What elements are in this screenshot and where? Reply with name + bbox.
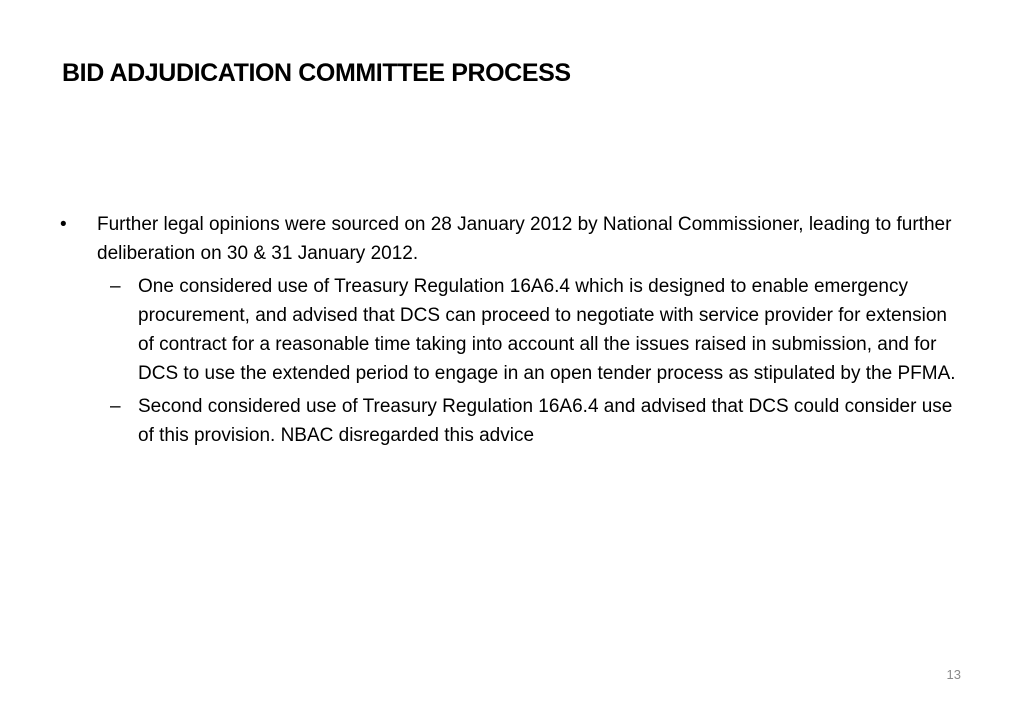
slide-title: BID ADJUDICATION COMMITTEE PROCESS	[62, 59, 571, 87]
slide-content	[60, 210, 960, 454]
bullet-text: Further legal opinions were sourced on 28 January 2012 by National Commissioner, leading to further deliberation on 30 & 31 January 2012.	[97, 214, 952, 264]
dash-icon: –	[110, 396, 121, 417]
sub-bullet-list	[60, 272, 960, 450]
sub-bullet-text: One considered use of Treasury Regulation 16A6.4 which is designed to enable emergency procurement, and advised that DCS can proceed to negotiate with service provider for extension of contract for a reasonable time taking into account all the issues raised in submission, and for DCS to use the extended period to engage in an open tender process as stipulated by the PFMA.	[138, 276, 956, 384]
bullet-item	[60, 210, 960, 268]
page-number: 13	[946, 667, 961, 682]
sub-bullet-item	[60, 272, 960, 388]
sub-bullet-item	[60, 392, 960, 450]
bullet-dot-icon: •	[60, 214, 67, 235]
dash-icon: –	[110, 276, 121, 297]
sub-bullet-text: Second considered use of Treasury Regulation 16A6.4 and advised that DCS could consider use of this provision. NBAC disregarded this advice	[138, 396, 953, 446]
